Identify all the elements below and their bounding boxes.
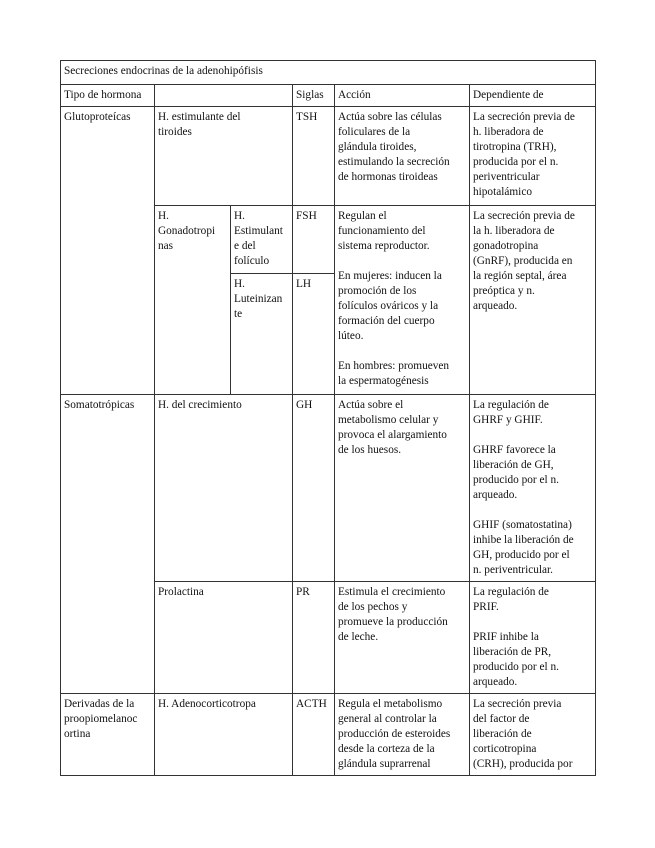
header-blank (155, 85, 293, 107)
header-tipo: Tipo de hormona (61, 85, 155, 107)
table-title-row (61, 61, 596, 85)
cell-siglas-acth: ACTH (293, 694, 335, 776)
cell-accion-gh: Actúa sobre el metabolismo celular y provoca el alargamiento de los huesos. (335, 395, 470, 582)
table-header-row (61, 85, 596, 107)
cell-accion-acth: Regula el metabolismo general al controlar la producción de esteroides desde la corteza de la glándula suprarrenal (335, 694, 470, 776)
cell-accion-tsh: Actúa sobre las células foliculares de la glándula tiroides, estimulando la secreción de hormonas tiroideas (335, 107, 470, 206)
cell-siglas-lh: LH (293, 274, 335, 395)
table-row (61, 694, 596, 776)
table-row (61, 107, 596, 206)
cell-nombre-tsh: H. estimulante del tiroides (155, 107, 293, 206)
header-dependiente: Dependiente de (470, 85, 596, 107)
cell-dependiente-tsh: La secreción previa de h. liberadora de tirotropina (TRH), producida por el n. periventricular hipotalámico (470, 107, 596, 206)
cell-nombre-gh: H. del crecimiento (155, 395, 293, 582)
cell-nombre-pr: Prolactina (155, 582, 293, 694)
cell-dependiente-acth: La secreción previa del factor de liberación de corticotropina (CRH), producida por (470, 694, 596, 776)
cell-dependiente-gh: La regulación de GHRF y GHIF. GHRF favorece la liberación de GH, producido por el n. arqueado. GHIF (somatostatina) inhibe la liberación de GH, producido por el n. periventricular. (470, 395, 596, 582)
cell-siglas-gh: GH (293, 395, 335, 582)
table-title: Secreciones endocrinas de la adenohipófisis (61, 61, 596, 85)
cell-dependiente-pr: La regulación de PRIF. PRIF inhibe la liberación de PR, producido por el n. arqueado. (470, 582, 596, 694)
table-row (61, 395, 596, 582)
cell-siglas-fsh: FSH (293, 206, 335, 274)
cell-tipo-proopiomelanocortina: Derivadas de la proopiomelanoc ortina (61, 694, 155, 776)
cell-tipo-somatotropicas: Somatotrópicas (61, 395, 155, 694)
cell-nombre-lh: H. Luteinizan te (231, 274, 293, 395)
cell-nombre-fsh: H. Estimulant e del folículo (231, 206, 293, 274)
cell-accion-pr: Estimula el crecimiento de los pechos y promueve la producción de leche. (335, 582, 470, 694)
cell-nombre-acth: H. Adenocorticotropa (155, 694, 293, 776)
header-accion: Acción (335, 85, 470, 107)
cell-siglas-tsh: TSH (293, 107, 335, 206)
cell-siglas-pr: PR (293, 582, 335, 694)
cell-tipo-glutoproteicas: Glutoproteícas (61, 107, 155, 395)
cell-accion-gonadotropinas: Regulan el funcionamiento del sistema reproductor. En mujeres: inducen la promoción de los folículos ováricos y la formación del cuerpo lúteo. En hombres: promueven la espermatogénesis (335, 206, 470, 395)
cell-gonadotropinas-group: H. Gonadotropi nas (155, 206, 231, 395)
endocrine-secretions-table (60, 60, 596, 776)
cell-dependiente-gonadotropinas: La secreción previa de la h. liberadora de gonadotropina (GnRF), producida en la región septal, área preóptica y n. arqueado. (470, 206, 596, 395)
header-siglas: Siglas (293, 85, 335, 107)
